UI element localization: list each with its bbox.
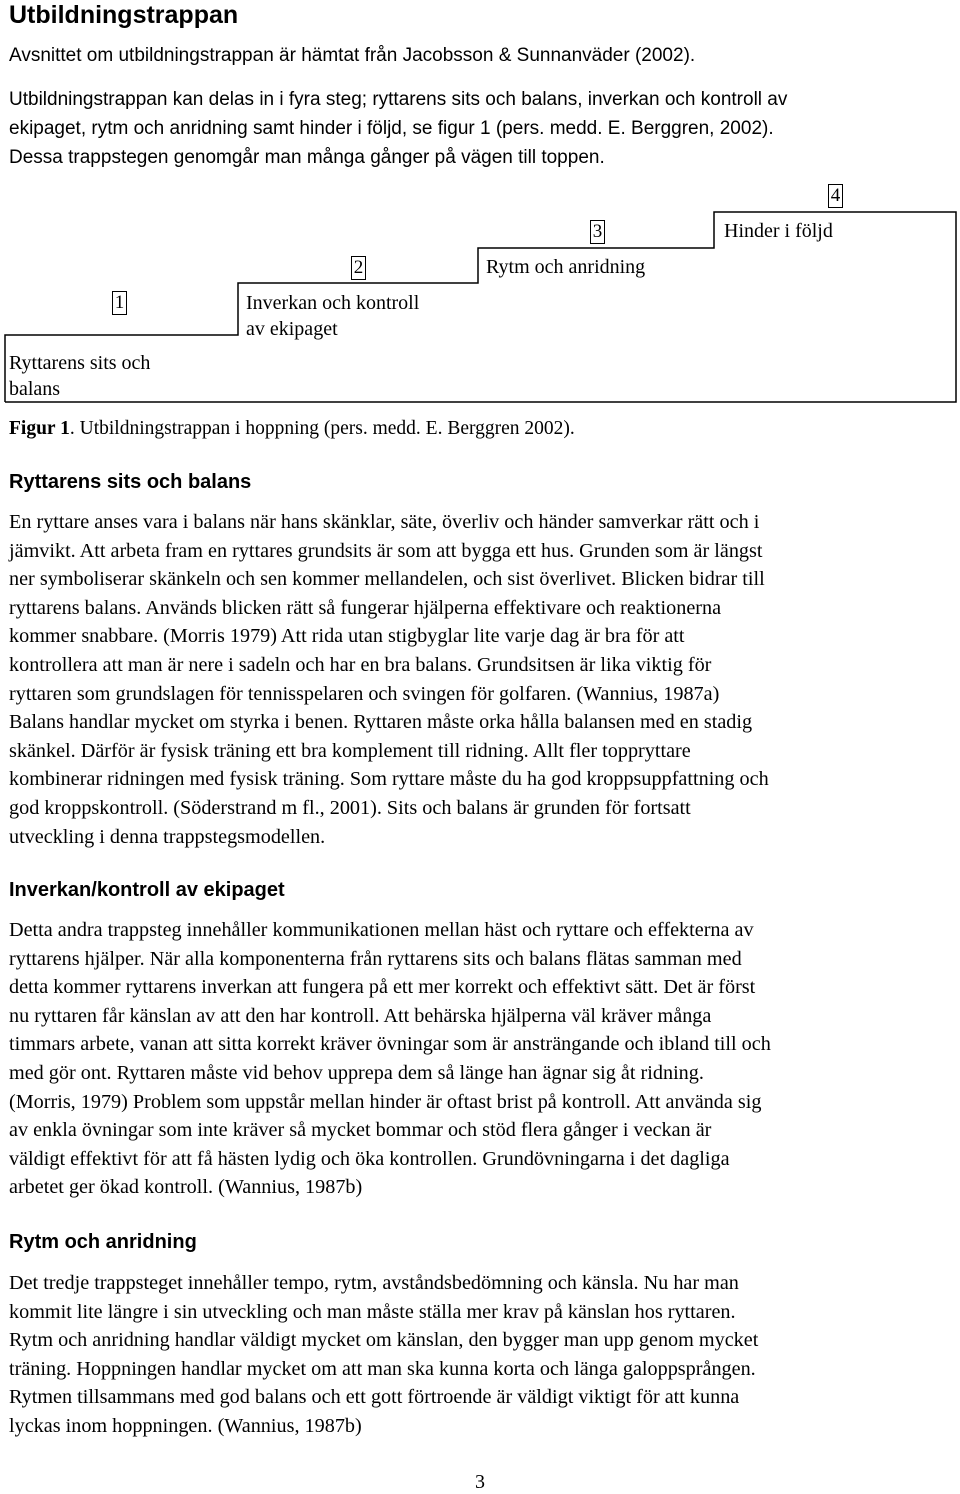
step-number-2: 2 bbox=[351, 256, 366, 280]
caption-label: Figur 1 bbox=[9, 418, 70, 439]
text-line: utveckling i denna trappstegsmodellen. bbox=[9, 825, 326, 848]
step-label-2b: av ekipaget bbox=[246, 318, 338, 340]
text-line: träning. Hoppningen handlar mycket om att man ska kunna korta och länga galoppsprången. bbox=[9, 1357, 756, 1380]
text-line: ryttarens balans. Används blicken rätt så fungerar hjälperna effektivare och reaktionerna bbox=[9, 596, 722, 619]
figure-caption bbox=[9, 416, 575, 442]
text-line: timmars arbete, vanan att sitta korrekt kräver övningar som är ansträngande och ibland till och bbox=[9, 1033, 771, 1056]
caption-text: . Utbildningstrappan i hoppning (pers. medd. E. Berggren 2002). bbox=[69, 418, 575, 439]
text-line: ryttarens hjälper. När alla komponenterna från ryttarens sits och balans flätas samman med bbox=[9, 947, 742, 970]
section-body bbox=[9, 1269, 954, 1441]
text-line: Rytm och anridning handlar väldigt mycket om känslan, den bygger man upp genom mycket bbox=[9, 1329, 759, 1352]
step-label-2: Inverkan och kontroll bbox=[246, 292, 420, 314]
section-body bbox=[9, 508, 954, 851]
section-heading: Rytm och anridning bbox=[9, 1231, 197, 1253]
text-line: Detta andra trappsteg innehåller kommunikationen mellan häst och ryttare och effekterna av bbox=[9, 919, 754, 941]
step-number-1: 1 bbox=[112, 291, 127, 315]
text-line: kommit lite längre i sin utveckling och man måste ställa mer krav på känslan hos ryttaren. bbox=[9, 1300, 736, 1323]
page-number: 3 bbox=[475, 1471, 485, 1493]
text-line: jämvikt. Att arbeta fram en ryttares grundsits är som att bygga ett hus. Grunden som är längst bbox=[9, 539, 763, 562]
text-line: detta kommer ryttarens inverkan att fungera på ett mer korrekt och effektivt sätt. Det är först bbox=[9, 976, 756, 999]
text-line: ner symboliserar skänkeln och sen kommer mellandelen, och sist överlivet. Blicken bidrar till bbox=[9, 568, 765, 591]
text-line: väldigt effektivt för att få hästen lydig och öka kontrollen. Grundövningarna i det dagliga bbox=[9, 1147, 730, 1170]
text-line: arbetet ger ökad kontroll. (Wannius, 1987b) bbox=[9, 1176, 363, 1199]
intro-line: ekipaget, rytm och anridning samt hinder i följd, se figur 1 (pers. medd. E. Berggren, 2002). bbox=[9, 118, 774, 139]
step-label-4: Hinder i följd bbox=[724, 220, 833, 242]
text-line: Det tredje trappsteget innehåller tempo, rytm, avståndsbedömning och känsla. Nu har man bbox=[9, 1272, 739, 1294]
step-label-3: Rytm och anridning bbox=[486, 256, 646, 278]
step-number-4: 4 bbox=[828, 184, 843, 208]
intro-line: Dessa trappstegen genomgår man många gånger på vägen till toppen. bbox=[9, 147, 605, 168]
text-line: ryttaren som grundslagen för tennisspelaren och svingen för golfaren. (Wannius, 1987a) bbox=[9, 682, 720, 705]
text-line: med gör ont. Ryttaren måste vid behov upprepa dem så länge han ägnar sig åt ridning. bbox=[9, 1061, 704, 1084]
step-number-3: 3 bbox=[590, 220, 605, 244]
intro-line: Avsnittet om utbildningstrappan är hämtat från Jacobsson & Sunnanväder (2002). bbox=[9, 45, 696, 66]
text-line: nu ryttaren får känslan av att den har kontroll. Att behärska hjälperna väl kräver många bbox=[9, 1004, 712, 1027]
text-line: kontrollera att man är nere i sadeln och har en bra balans. Grundsitsen är lika viktig för bbox=[9, 653, 712, 676]
intro-line: Utbildningstrappan kan delas in i fyra steg; ryttarens sits och balans, inverkan och kontroll av bbox=[9, 89, 788, 110]
text-line: kombinerar ridningen med fysisk träning. Som ryttare måste du ha god kroppsuppfattning och bbox=[9, 768, 769, 791]
text-line: god kroppskontroll. (Söderstrand m fl., 2001). Sits och balans är grunden för fortsatt bbox=[9, 796, 691, 819]
section-body bbox=[9, 916, 954, 1202]
text-line: av enkla övningar som inte kräver så mycket bommar och stöd flera gånger i veckan är bbox=[9, 1119, 712, 1142]
text-line: Balans handlar mycket om styrka i benen. Ryttaren måste orka hålla balansen med en stadig bbox=[9, 711, 753, 734]
step-label-1b: balans bbox=[9, 378, 61, 400]
text-line: En ryttare anses vara i balans när hans skänklar, säte, överliv och händer samverkar rätt och i bbox=[9, 511, 760, 533]
text-line: lyckas inom hoppningen. (Wannius, 1987b) bbox=[9, 1414, 362, 1437]
section-heading: Inverkan/kontroll av ekipaget bbox=[9, 879, 285, 901]
text-line: skänkel. Därför är fysisk träning ett bra komplement till ridning. Allt fler toppryttare bbox=[9, 739, 691, 762]
page-title: Utbildningstrappan bbox=[9, 1, 239, 29]
text-line: Rytmen tillsammans med god balans och ett gott förtroende är väldigt viktigt för att kunna bbox=[9, 1386, 740, 1409]
text-line: (Morris, 1979) Problem som uppstår mellan hinder är oftast brist på kontroll. Att använda sig bbox=[9, 1090, 762, 1113]
section-heading: Ryttarens sits och balans bbox=[9, 471, 252, 493]
text-line: kommer snabbare. (Morris 1979) Att rida utan stigbyglar lite varje dag är bra för att bbox=[9, 625, 685, 648]
step-label-1: Ryttarens sits och bbox=[9, 352, 151, 374]
